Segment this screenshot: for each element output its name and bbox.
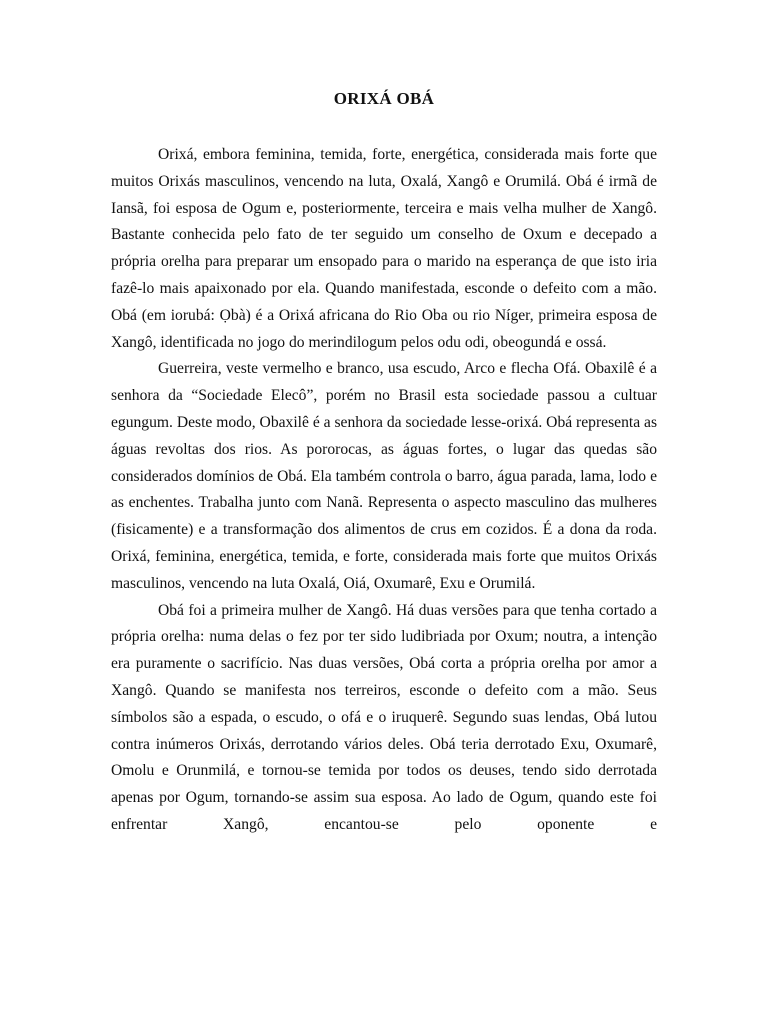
page-title: ORIXÁ OBÁ [333,89,435,108]
paragraph-3: Obá foi a primeira mulher de Xangô. Há duas versões para que tenha cortado a própria orelha: numa delas o fez por ter sido ludibriada por Oxum; noutra, a intenção era puramente o sacrifício. Nas duas versões, Obá corta a própria orelha por amor a Xangô. Quando se manifesta nos terreiros, esconde o defeito com a mão. Seus símbolos são a espada, o escudo, o ofá e o iruquerê. Segundo suas lendas, Obá lutou contra inúmeros Orixás, derrotando vários deles. Obá teria derrotado Exu, Oxumarê, Omolu e Orunmilá, e tornou-se temida por todos os deuses, tendo sido derrotada apenas por Ogum, tornando-se assim sua esposa. Ao lado de Ogum, quando este foi enfrentar Xangô, encantou-se pelo oponente e [111,601,657,833]
paragraph-1: Orixá, embora feminina, temida, forte, energética, considerada mais forte que muitos Orixás masculinos, vencendo na luta, Oxalá, Xangô e Orumilá. Obá é irmã de Iansã, foi esposa de Ogum e, posteriormente, terceira e mais velha mulher de Xangô. Bastante conhecida pelo fato de ter seguido um conselho de Oxum e decepado a própria orelha para preparar um ensopado para o marido na esperança de que isto iria fazê-lo mais apaixonado por ela. Quando manifestada, esconde o defeito com a mão. Obá (em iorubá: Ọbà) é a Orixá africana do Rio Oba ou rio Níger, primeira esposa de Xangô, identificada no jogo do merindilogum pelos odu odi, obeogundá e ossá. [111,146,657,351]
document-body [111,142,657,839]
paragraph-2: Guerreira, veste vermelho e branco, usa escudo, Arco e flecha Ofá. Obaxilê é a senhora da “Sociedade Elecô”, porém no Brasil esta sociedade passou a cultuar egungum. Deste modo, Obaxilê é a senhora da sociedade lesse-orixá. Obá representa as águas revoltas dos rios. As pororocas, as águas fortes, o lugar das quedas são considerados domínios de Obá. Ela também controla o barro, água parada, lama, lodo e as enchentes. Trabalha junto com Nanã. Representa o aspecto masculino das mulheres (fisicamente) e a transformação dos alimentos de crus em cozidos. É a dona da roda. Orixá, feminina, energética, temida, e forte, considerada mais forte que muitos Orixás masculinos, vencendo na luta Oxalá, Oiá, Oxumarê, Exu e Orumilá. [111,360,658,592]
